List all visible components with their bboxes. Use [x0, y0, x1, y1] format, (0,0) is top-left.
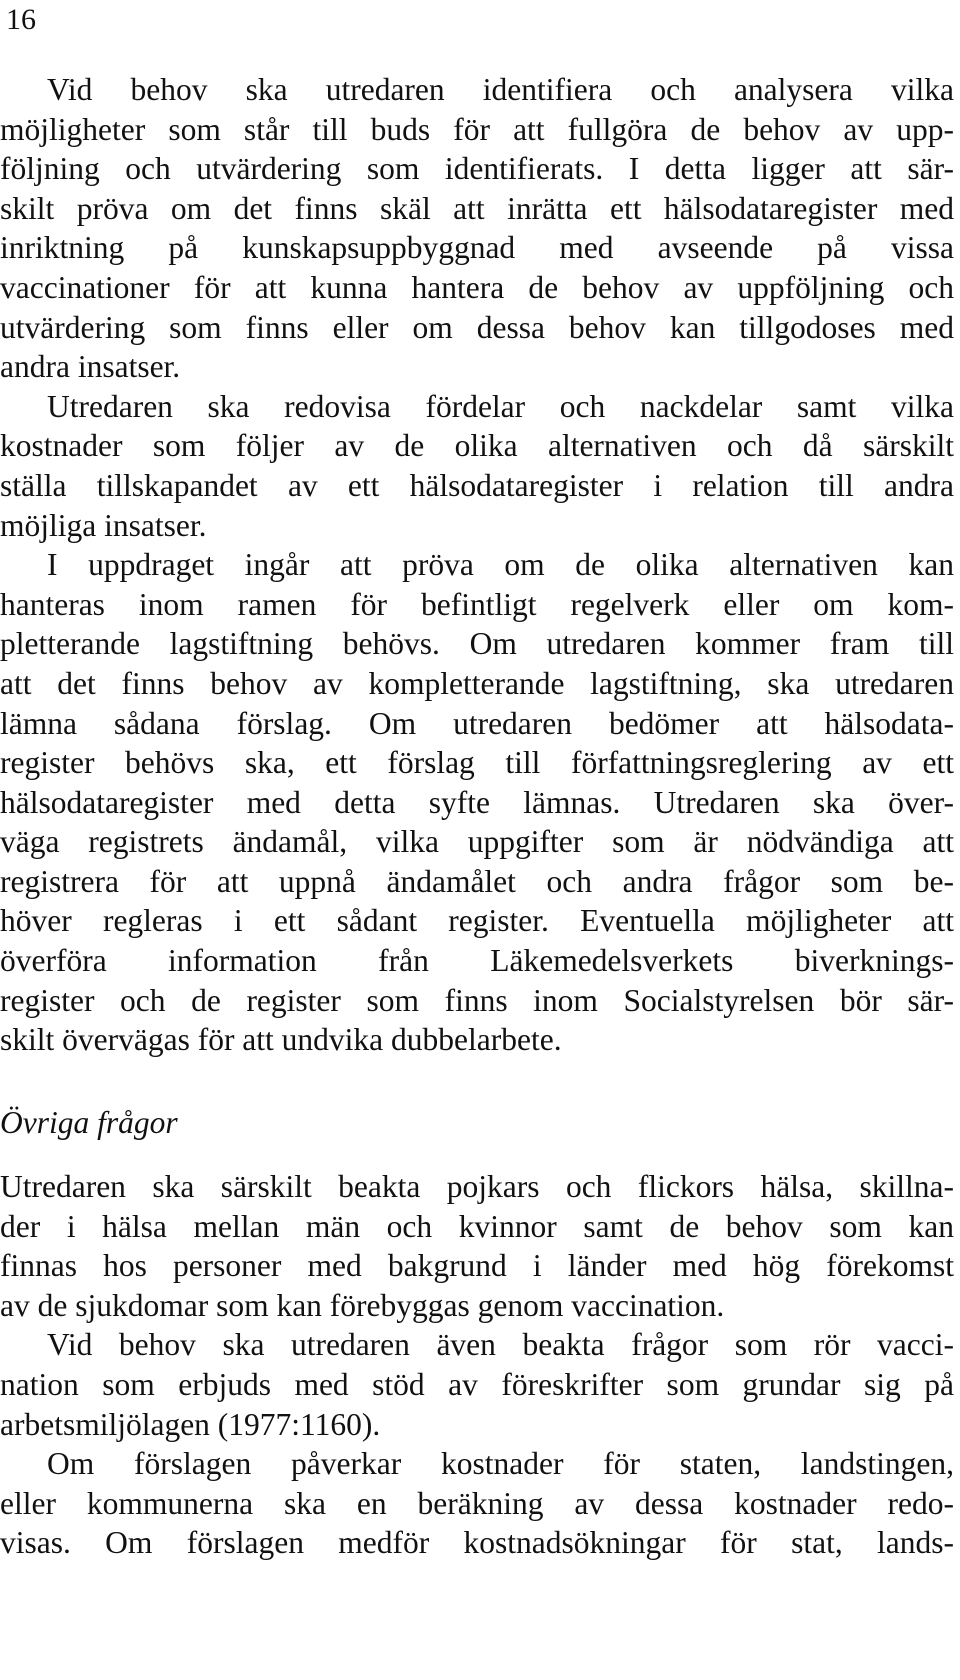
text-line: skilt övervägas för att undvika dubbelarbete.: [0, 1022, 562, 1058]
text-line: nation som erbjuds med stöd av föreskrifter som grundar sig på: [0, 1366, 954, 1402]
text-line: Om förslagen påverkar kostnader för staten, landstingen,: [47, 1446, 954, 1482]
text-line: överföra information från Läkemedelsverkets biverknings-: [0, 943, 954, 979]
text-line: höver regleras i ett sådant register. Eventuella möjligheter att: [0, 903, 954, 939]
text-line: der i hälsa mellan män och kvinnor samt de behov som kan: [0, 1208, 954, 1244]
text-line: registrera för att uppnå ändamålet och andra frågor som be-: [0, 863, 954, 899]
text-line: finnas hos personer med bakgrund i länder med hög förekomst: [0, 1248, 954, 1284]
text-line: register behövs ska, ett förslag till författningsreglering av ett: [0, 745, 954, 781]
text-line: hanteras inom ramen för befintligt regelverk eller om kom-: [0, 586, 954, 622]
text-line: Vid behov ska utredaren även beakta frågor som rör vacci-: [47, 1327, 954, 1363]
text-line: inriktning på kunskapsuppbyggnad med avseende på vissa: [0, 230, 954, 266]
text-line: hälsodataregister med detta syfte lämnas. Utredaren ska över-: [0, 784, 954, 820]
body-section-1: [0, 70, 954, 1060]
text-line: ställa tillskapandet av ett hälsodataregister i relation till andra: [0, 467, 954, 503]
text-line: arbetsmiljölagen (1977:1160).: [0, 1406, 381, 1442]
text-line: Vid behov ska utredaren identifiera och analysera vilka: [47, 72, 954, 107]
text-line: register och de register som finns inom Socialstyrelsen bör sär-: [0, 982, 954, 1018]
text-line: lämna sådana förslag. Om utredaren bedömer att hälsodata-: [0, 705, 954, 741]
text-line: väga registrets ändamål, vilka uppgifter som är nödvändiga att: [0, 824, 954, 860]
text-line: eller kommunerna ska en beräkning av dessa kostnader redo-: [0, 1485, 954, 1521]
text-line: möjligheter som står till buds för att fullgöra de behov av upp-: [0, 111, 954, 147]
text-line: andra insatser.: [0, 349, 181, 385]
text-line: kostnader som följer av de olika alternativen och då särskilt: [0, 428, 954, 464]
text-line: visas. Om förslagen medför kostnadsökningar för stat, lands-: [0, 1525, 954, 1561]
section-heading: Övriga frågor: [0, 1105, 178, 1140]
text-line: utvärdering som finns eller om dessa behov kan tillgodoses med: [0, 309, 954, 345]
text-line: skilt pröva om det finns skäl att inrätta ett hälsodataregister med: [0, 190, 954, 226]
text-line: av de sjukdomar som kan förebyggas genom vaccination.: [0, 1287, 725, 1323]
text-line: Utredaren ska särskilt beakta pojkars och flickors hälsa, skillna-: [0, 1169, 954, 1204]
body-section-2: [0, 1167, 954, 1563]
text-line: pletterande lagstiftning behövs. Om utredaren kommer fram till: [0, 626, 954, 662]
page-number: 16: [6, 3, 36, 36]
text-line: följning och utvärdering som identifierats. I detta ligger att sär-: [0, 151, 954, 187]
text-line: I uppdraget ingår att pröva om de olika alternativen kan: [47, 547, 954, 583]
text-line: möjliga insatser.: [0, 507, 207, 543]
text-line: att det finns behov av kompletterande lagstiftning, ska utredaren: [0, 665, 954, 701]
text-line: vaccinationer för att kunna hantera de behov av uppföljning och: [0, 269, 954, 305]
text-line: Utredaren ska redovisa fördelar och nackdelar samt vilka: [47, 388, 954, 424]
